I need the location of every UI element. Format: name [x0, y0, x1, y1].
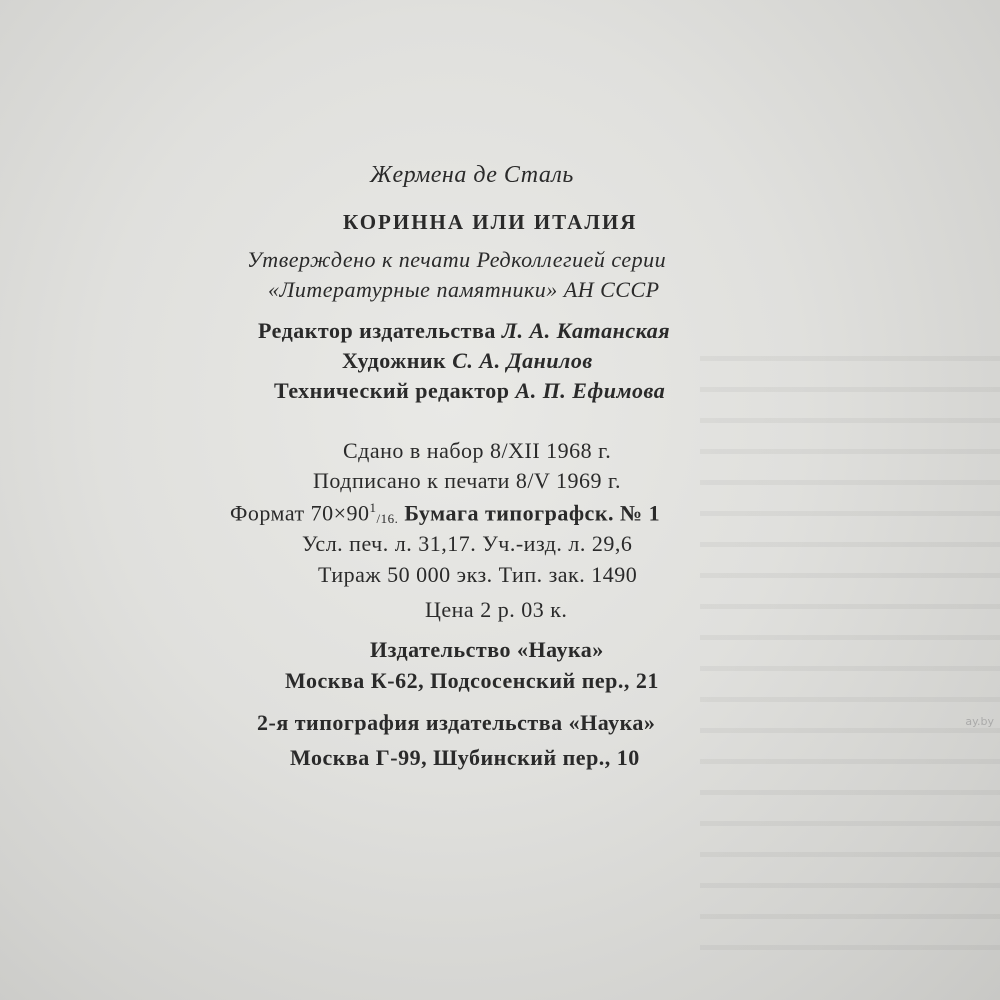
author-name: Жермена де Сталь	[370, 162, 574, 188]
format-fraction-denominator: /16.	[376, 511, 399, 527]
signed-for-print-date: Подписано к печати 8/V 1969 г.	[313, 468, 622, 493]
artist-label: Художник	[342, 348, 447, 373]
printer-address: Москва Г-99, Шубинский пер., 10	[290, 745, 640, 770]
publisher-name: Издательство «Наука»	[370, 637, 604, 662]
tech-editor-name: А. П. Ефимова	[515, 378, 666, 403]
paper-type: Бумага типографск. № 1	[404, 500, 661, 526]
artist-credit	[342, 348, 593, 374]
approval-line-2: «Литературные памятники» АН СССР	[268, 277, 660, 302]
artist-name: С. А. Данилов	[452, 348, 593, 373]
editor-credit	[258, 318, 670, 344]
format-label: Формат 70×90	[230, 500, 370, 526]
printer-name: 2-я типография издательства «Наука»	[257, 710, 656, 735]
price: Цена 2 р. 03 к.	[425, 597, 568, 622]
publisher-address: Москва К-62, Подсосенский пер., 21	[285, 668, 659, 693]
format-fraction-numerator: 1	[369, 500, 377, 515]
set-to-type-date: Сдано в набор 8/XII 1968 г.	[343, 438, 612, 463]
tech-editor-label: Технический редактор	[274, 378, 510, 403]
site-watermark: ay.by	[965, 715, 994, 728]
editor-name: Л. А. Катанская	[501, 318, 671, 343]
approval-line-1: Утверждено к печати Редколлегией серии	[247, 247, 667, 272]
format-line	[230, 500, 660, 526]
printed-sheets: Усл. печ. л. 31,17. Уч.-изд. л. 29,6	[302, 531, 633, 556]
editor-label: Редактор издательства	[258, 318, 496, 343]
book-title: КОРИННА ИЛИ ИТАЛИЯ	[343, 210, 638, 234]
show-through-text	[700, 330, 1000, 950]
tech-editor-credit	[274, 378, 665, 404]
print-run: Тираж 50 000 экз. Тип. зак. 1490	[318, 562, 638, 587]
